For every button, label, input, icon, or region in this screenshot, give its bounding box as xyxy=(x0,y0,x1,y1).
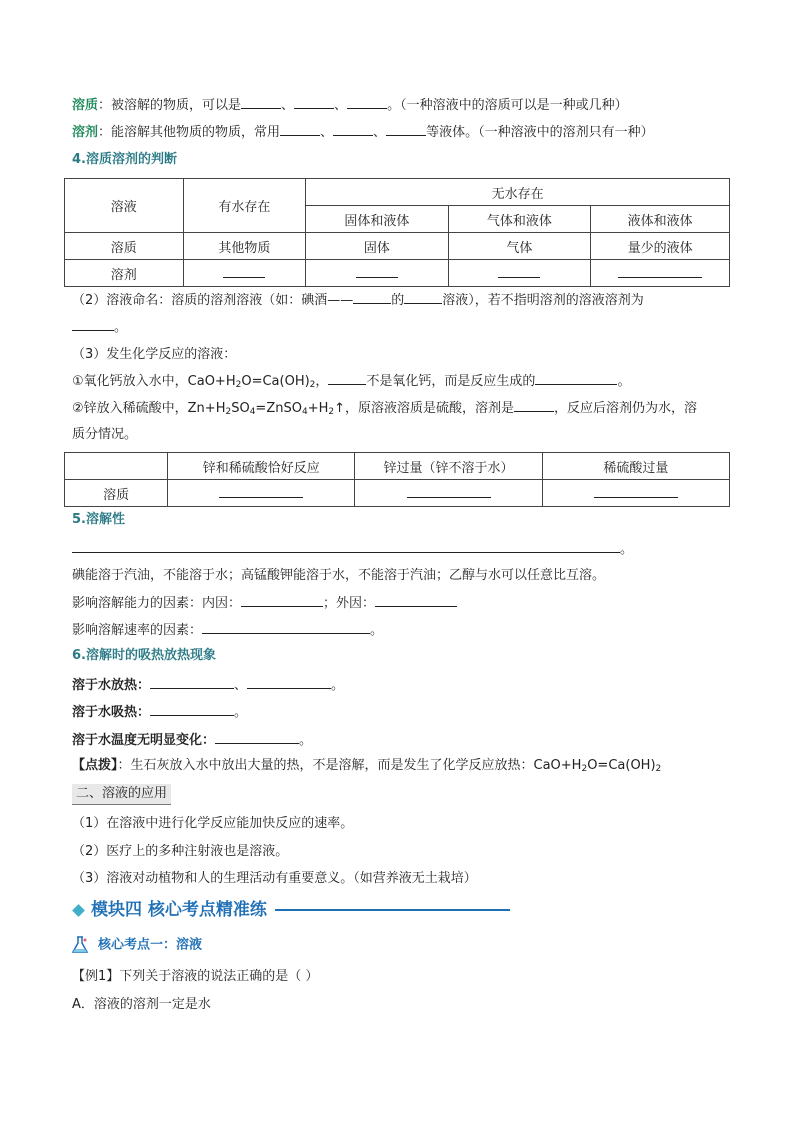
answer-blank[interactable] xyxy=(294,96,334,109)
section-5-title: 5.溶解性 xyxy=(72,512,125,527)
example-1-option-a[interactable]: A．溶液的溶剂一定是水 xyxy=(72,997,211,1012)
answer-cell[interactable] xyxy=(448,260,591,287)
answer-blank[interactable] xyxy=(347,96,387,109)
key-point-1-heading: 核心考点一：溶液 xyxy=(70,935,202,955)
answer-blank[interactable] xyxy=(72,318,114,331)
answer-blank[interactable] xyxy=(386,123,426,136)
reaction-line-1: ①氧化钙放入水中，$CaO+H_2O=Ca(OH)_2$， 不是氧化钙，而是反应生成的 。 xyxy=(72,374,631,390)
application-item-3: （3）溶液对动植物和人的生理活动有重要意义。（如营养液无土栽培） xyxy=(72,871,477,886)
example-1-question: 【例1】下列关于溶液的说法正确的是（ ） xyxy=(72,969,319,984)
answer-cell[interactable] xyxy=(542,480,729,507)
answer-blank[interactable] xyxy=(404,291,442,304)
answer-blank[interactable] xyxy=(72,540,620,553)
no-change-line: 溶于水温度无明显变化： 。 xyxy=(72,733,313,748)
solute-label: 溶质 xyxy=(72,98,99,113)
naming-line-2: 。 xyxy=(72,318,127,337)
solubility-rate: 影响溶解速率的因素： 。 xyxy=(72,623,384,638)
answer-blank[interactable] xyxy=(514,399,554,412)
solute-definition: 溶质：被溶解的物质，可以是 、 、 。（一种溶液中的溶质可以是一种或几种） xyxy=(72,98,628,113)
answer-blank[interactable] xyxy=(150,703,234,716)
flask-icon xyxy=(70,935,90,955)
answer-blank[interactable] xyxy=(241,594,323,607)
answer-cell[interactable] xyxy=(306,260,449,287)
solvent-definition: 溶剂：能溶解其他物质的物质，常用 、 、 等液体。（一种溶液中的溶剂只有一种） xyxy=(72,125,654,140)
answer-blank[interactable] xyxy=(353,291,391,304)
heading-rule xyxy=(275,909,510,911)
solute-solvent-table: 溶液 有水存在 无水存在 固体和液体 气体和液体 液体和液体 溶质 其他物质 固体 气体 量少的液体 溶剂 xyxy=(64,178,730,287)
application-item-2: （2）医疗上的多种注射液也是溶液。 xyxy=(72,844,289,859)
answer-blank[interactable] xyxy=(328,372,366,385)
section-4-title: 4.溶质溶剂的判断 xyxy=(72,152,177,167)
part-2-title: 二、溶液的应用 xyxy=(72,784,171,805)
solubility-ability: 影响溶解能力的因素：内因： ；外因： xyxy=(72,594,457,613)
answer-blank[interactable] xyxy=(375,594,457,607)
answer-cell[interactable] xyxy=(168,480,355,507)
solubility-example: 碘能溶于汽油，不能溶于水；高锰酸钾能溶于水，不能溶于汽油；乙醇与水可以任意比互溶。 xyxy=(72,568,606,583)
reaction-solute-table: 锌和稀硫酸恰好反应 锌过量（锌不溶于水） 稀硫酸过量 溶质 xyxy=(64,452,730,507)
diamond-icon xyxy=(72,904,85,917)
answer-blank[interactable] xyxy=(150,676,234,689)
answer-blank[interactable] xyxy=(241,96,281,109)
reaction-line-2: ②锌放入稀硫酸中，$Zn+H_2SO_4=ZnSO_4+H_2↑$，原溶液溶质是硫酸，溶剂是 ，反应后溶剂仍为水，溶 xyxy=(72,401,698,417)
reaction-title: （3）发生化学反应的溶液： xyxy=(72,347,237,362)
answer-blank[interactable] xyxy=(333,123,373,136)
application-item-1: （1）在溶液中进行化学反应能加快反应的速率。 xyxy=(72,816,354,831)
answer-blank[interactable] xyxy=(202,621,370,634)
answer-cell[interactable] xyxy=(355,480,542,507)
answer-cell[interactable] xyxy=(591,260,730,287)
reaction-line-3: 质分情况。 xyxy=(72,427,138,442)
tip-line: 【点拨】：生石灰放入水中放出大量的热，不是溶解，而是发生了化学反应放热：$CaO+H_2O=Ca(OH)_2$ xyxy=(72,758,662,774)
section-6-title: 6.溶解时的吸热放热现象 xyxy=(72,648,216,663)
endothermic-line: 溶于水吸热： 。 xyxy=(72,705,248,720)
solvent-label: 溶剂 xyxy=(72,125,99,140)
solubility-definition: 。 xyxy=(72,540,633,559)
module-heading: 模块四 核心考点精准练 xyxy=(74,895,510,919)
naming-line-1: （2）溶液命名：溶质的溶剂溶液（如：碘酒—— 的 溶液），若不指明溶剂的溶液溶剂为 xyxy=(72,293,644,308)
answer-blank[interactable] xyxy=(215,731,299,744)
answer-blank[interactable] xyxy=(247,676,331,689)
exothermic-line: 溶于水放热： 、 。 xyxy=(72,678,345,693)
answer-blank[interactable] xyxy=(535,372,617,385)
answer-cell[interactable] xyxy=(183,260,306,287)
answer-blank[interactable] xyxy=(280,123,320,136)
